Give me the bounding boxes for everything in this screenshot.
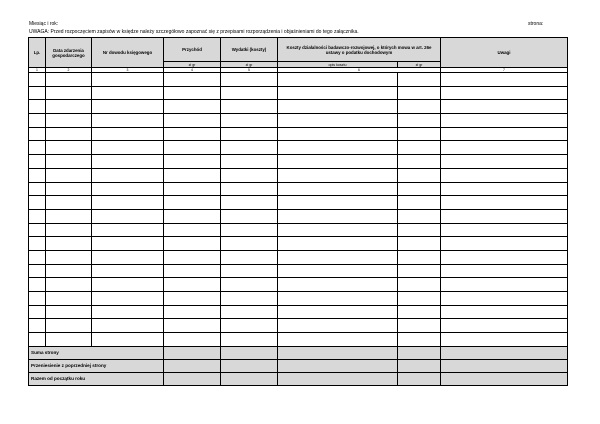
col-header-rd-costs: Koszty działalności badawczo-rozwojowej, o których mowa w art. 26e ustawy o podatku dochodowym — [278, 38, 441, 62]
summary-cell[interactable] — [441, 346, 568, 359]
col-number: 7 — [441, 68, 568, 73]
cell-notes[interactable] — [441, 209, 568, 223]
cell-lp[interactable] — [29, 333, 46, 347]
cell-rd-description[interactable] — [278, 292, 398, 306]
cell-notes[interactable] — [441, 155, 568, 169]
cell-income[interactable] — [164, 86, 221, 100]
cell-date[interactable] — [46, 168, 92, 182]
cell-date[interactable] — [46, 196, 92, 210]
cell-notes[interactable] — [441, 100, 568, 114]
cell-notes[interactable] — [441, 182, 568, 196]
cell-doc-number[interactable] — [92, 237, 164, 251]
cell-lp[interactable] — [29, 86, 46, 100]
cell-expenses[interactable] — [221, 168, 278, 182]
cell-income[interactable] — [164, 333, 221, 347]
unit-income: zł gr — [164, 62, 221, 68]
cell-doc-number[interactable] — [92, 209, 164, 223]
cell-date[interactable] — [46, 114, 92, 128]
ledger-row — [29, 182, 568, 196]
summary-cell[interactable] — [398, 372, 441, 385]
cell-expenses[interactable] — [221, 305, 278, 319]
cell-notes[interactable] — [441, 127, 568, 141]
cell-income[interactable] — [164, 278, 221, 292]
cell-rd-description[interactable] — [278, 223, 398, 237]
summary-cell[interactable] — [221, 372, 278, 385]
summary-cell[interactable] — [398, 359, 441, 372]
month-year-label: Miesiąc i rok: — [29, 21, 59, 27]
cell-doc-number[interactable] — [92, 264, 164, 278]
cell-rd-description[interactable] — [278, 127, 398, 141]
cell-doc-number[interactable] — [92, 127, 164, 141]
summary-cell[interactable] — [278, 372, 398, 385]
cell-notes[interactable] — [441, 73, 568, 87]
cell-doc-number[interactable] — [92, 305, 164, 319]
cell-lp[interactable] — [29, 250, 46, 264]
cell-date[interactable] — [46, 333, 92, 347]
cell-notes[interactable] — [441, 333, 568, 347]
cell-expenses[interactable] — [221, 182, 278, 196]
summary-label-page-total: Suma strony — [29, 346, 164, 359]
cell-income[interactable] — [164, 196, 221, 210]
cell-lp[interactable] — [29, 182, 46, 196]
cell-rd-description[interactable] — [278, 264, 398, 278]
cell-income[interactable] — [164, 319, 221, 333]
cell-notes[interactable] — [441, 168, 568, 182]
cell-notes[interactable] — [441, 305, 568, 319]
cell-rd-amount[interactable] — [398, 182, 441, 196]
cell-date[interactable] — [46, 73, 92, 87]
cell-rd-description[interactable] — [278, 278, 398, 292]
col-header-notes: Uwagi — [441, 38, 568, 68]
summary-cell[interactable] — [398, 346, 441, 359]
cell-rd-amount[interactable] — [398, 141, 441, 155]
col-number: 1 — [29, 68, 46, 73]
cell-date[interactable] — [46, 141, 92, 155]
cell-lp[interactable] — [29, 305, 46, 319]
cell-expenses[interactable] — [221, 333, 278, 347]
summary-cell[interactable] — [221, 346, 278, 359]
cell-rd-amount[interactable] — [398, 319, 441, 333]
cell-income[interactable] — [164, 168, 221, 182]
cell-income[interactable] — [164, 114, 221, 128]
cell-rd-description[interactable] — [278, 73, 398, 87]
cell-rd-amount[interactable] — [398, 100, 441, 114]
cell-notes[interactable] — [441, 319, 568, 333]
cell-expenses[interactable] — [221, 292, 278, 306]
ledger-row — [29, 168, 568, 182]
cell-date[interactable] — [46, 278, 92, 292]
cell-rd-amount[interactable] — [398, 168, 441, 182]
ledger-row — [29, 155, 568, 169]
summary-row — [29, 359, 568, 372]
cell-date[interactable] — [46, 127, 92, 141]
cell-income[interactable] — [164, 237, 221, 251]
cell-income[interactable] — [164, 305, 221, 319]
page-number-label: strona: — [528, 21, 544, 27]
cell-date[interactable] — [46, 319, 92, 333]
cell-doc-number[interactable] — [92, 333, 164, 347]
cell-expenses[interactable] — [221, 86, 278, 100]
cell-expenses[interactable] — [221, 196, 278, 210]
ledger-row — [29, 237, 568, 251]
cell-lp[interactable] — [29, 114, 46, 128]
cell-notes[interactable] — [441, 141, 568, 155]
cell-date[interactable] — [46, 209, 92, 223]
cell-rd-description[interactable] — [278, 209, 398, 223]
summary-cell[interactable] — [164, 346, 221, 359]
cell-doc-number[interactable] — [92, 319, 164, 333]
cell-expenses[interactable] — [221, 114, 278, 128]
cell-rd-description[interactable] — [278, 333, 398, 347]
cell-lp[interactable] — [29, 73, 46, 87]
cell-doc-number[interactable] — [92, 73, 164, 87]
cell-doc-number[interactable] — [92, 100, 164, 114]
cell-rd-amount[interactable] — [398, 127, 441, 141]
cell-lp[interactable] — [29, 168, 46, 182]
ledger-row — [29, 305, 568, 319]
cell-rd-amount[interactable] — [398, 223, 441, 237]
cell-rd-amount[interactable] — [398, 264, 441, 278]
cell-rd-amount[interactable] — [398, 305, 441, 319]
cell-rd-description[interactable] — [278, 305, 398, 319]
cell-rd-amount[interactable] — [398, 196, 441, 210]
ledger-row — [29, 250, 568, 264]
unit-expenses: zł gr — [221, 62, 278, 68]
cell-lp[interactable] — [29, 223, 46, 237]
cell-rd-amount[interactable] — [398, 250, 441, 264]
cell-expenses[interactable] — [221, 319, 278, 333]
summary-cell[interactable] — [441, 372, 568, 385]
cell-expenses[interactable] — [221, 73, 278, 87]
cell-expenses[interactable] — [221, 127, 278, 141]
cell-income[interactable] — [164, 182, 221, 196]
cell-expenses[interactable] — [221, 278, 278, 292]
ledger-row — [29, 86, 568, 100]
cell-lp[interactable] — [29, 319, 46, 333]
notice-text: UWAGA: Przed rozpoczęciem zapisów w księdze należy szczegółowo zapoznać się z przepisami rozporządzenia i objaśnieniami do tego załącznika. — [29, 29, 359, 35]
cell-notes[interactable] — [441, 86, 568, 100]
ledger-body — [29, 73, 568, 347]
cell-doc-number[interactable] — [92, 250, 164, 264]
col-number: 5 — [221, 68, 278, 73]
cell-date[interactable] — [46, 182, 92, 196]
cell-doc-number[interactable] — [92, 141, 164, 155]
cell-notes[interactable] — [441, 237, 568, 251]
cell-rd-amount[interactable] — [398, 237, 441, 251]
ledger-row — [29, 127, 568, 141]
cell-notes[interactable] — [441, 223, 568, 237]
cell-income[interactable] — [164, 141, 221, 155]
cell-rd-description[interactable] — [278, 100, 398, 114]
unit-rd-description: opis kosztu — [278, 62, 398, 68]
cell-rd-description[interactable] — [278, 155, 398, 169]
cell-income[interactable] — [164, 250, 221, 264]
cell-rd-amount[interactable] — [398, 278, 441, 292]
cell-notes[interactable] — [441, 264, 568, 278]
cell-rd-description[interactable] — [278, 182, 398, 196]
cell-doc-number[interactable] — [92, 155, 164, 169]
cell-date[interactable] — [46, 292, 92, 306]
cell-doc-number[interactable] — [92, 223, 164, 237]
cell-doc-number[interactable] — [92, 196, 164, 210]
cell-income[interactable] — [164, 155, 221, 169]
col-header-date: Data zdarzenia gospodarczego — [46, 38, 92, 68]
cell-notes[interactable] — [441, 292, 568, 306]
cell-income[interactable] — [164, 127, 221, 141]
cell-date[interactable] — [46, 250, 92, 264]
summary-row — [29, 372, 568, 385]
cell-income[interactable] — [164, 100, 221, 114]
cell-rd-amount[interactable] — [398, 333, 441, 347]
cell-notes[interactable] — [441, 278, 568, 292]
ledger-row — [29, 73, 568, 87]
cell-doc-number[interactable] — [92, 86, 164, 100]
cell-date[interactable] — [46, 100, 92, 114]
summary-cell[interactable] — [278, 359, 398, 372]
cell-lp[interactable] — [29, 292, 46, 306]
cell-rd-amount[interactable] — [398, 155, 441, 169]
cell-rd-description[interactable] — [278, 114, 398, 128]
cell-lp[interactable] — [29, 196, 46, 210]
cell-rd-description[interactable] — [278, 86, 398, 100]
ledger-row — [29, 319, 568, 333]
cell-date[interactable] — [46, 155, 92, 169]
cell-doc-number[interactable] — [92, 168, 164, 182]
ledger-row — [29, 223, 568, 237]
cell-rd-amount[interactable] — [398, 114, 441, 128]
cell-rd-description[interactable] — [278, 237, 398, 251]
ledger-row — [29, 114, 568, 128]
cell-expenses[interactable] — [221, 155, 278, 169]
summary-cell[interactable] — [221, 359, 278, 372]
cell-rd-description[interactable] — [278, 141, 398, 155]
ledger-row — [29, 333, 568, 347]
cell-expenses[interactable] — [221, 250, 278, 264]
summary-label-year-total: Razem od początku roku — [29, 372, 164, 385]
cell-rd-description[interactable] — [278, 168, 398, 182]
cell-expenses[interactable] — [221, 223, 278, 237]
cell-rd-amount[interactable] — [398, 292, 441, 306]
col-header-lp: Lp. — [29, 38, 46, 68]
cell-rd-description[interactable] — [278, 319, 398, 333]
cell-rd-amount[interactable] — [398, 73, 441, 87]
cell-expenses[interactable] — [221, 209, 278, 223]
col-header-expenses: Wydatki (koszty) — [221, 38, 278, 62]
cell-expenses[interactable] — [221, 237, 278, 251]
cell-rd-description[interactable] — [278, 196, 398, 210]
summary-row — [29, 346, 568, 359]
cell-income[interactable] — [164, 264, 221, 278]
col-number: 6 — [278, 68, 441, 73]
summary-cell[interactable] — [164, 359, 221, 372]
cell-notes[interactable] — [441, 114, 568, 128]
cell-doc-number[interactable] — [92, 278, 164, 292]
cell-lp[interactable] — [29, 264, 46, 278]
ledger-row — [29, 100, 568, 114]
summary-label-carried-over: Przeniesienie z poprzedniej strony — [29, 359, 164, 372]
cell-lp[interactable] — [29, 237, 46, 251]
cell-notes[interactable] — [441, 250, 568, 264]
cell-date[interactable] — [46, 264, 92, 278]
summary-cell[interactable] — [164, 372, 221, 385]
cell-rd-amount[interactable] — [398, 209, 441, 223]
col-number: 4 — [164, 68, 221, 73]
col-number: 3 — [92, 68, 164, 73]
cell-doc-number[interactable] — [92, 292, 164, 306]
col-header-income: Przychód — [164, 38, 221, 62]
ledger-row — [29, 196, 568, 210]
cell-lp[interactable] — [29, 141, 46, 155]
col-header-doc-number: Nr dowodu księgowego — [92, 38, 164, 68]
cell-income[interactable] — [164, 223, 221, 237]
cell-income[interactable] — [164, 292, 221, 306]
ledger-row — [29, 292, 568, 306]
cell-date[interactable] — [46, 86, 92, 100]
col-number: 2 — [46, 68, 92, 73]
cell-lp[interactable] — [29, 209, 46, 223]
ledger-row — [29, 278, 568, 292]
summary-cell[interactable] — [278, 346, 398, 359]
cell-doc-number[interactable] — [92, 114, 164, 128]
cell-lp[interactable] — [29, 278, 46, 292]
cell-lp[interactable] — [29, 127, 46, 141]
cell-doc-number[interactable] — [92, 182, 164, 196]
cell-rd-description[interactable] — [278, 250, 398, 264]
ledger-table — [28, 37, 568, 386]
cell-date[interactable] — [46, 237, 92, 251]
cell-expenses[interactable] — [221, 264, 278, 278]
cell-income[interactable] — [164, 73, 221, 87]
cell-date[interactable] — [46, 305, 92, 319]
ledger-row — [29, 141, 568, 155]
ledger-row — [29, 264, 568, 278]
cell-expenses[interactable] — [221, 100, 278, 114]
unit-rd-amount: zł gr — [398, 62, 441, 68]
cell-date[interactable] — [46, 223, 92, 237]
cell-rd-amount[interactable] — [398, 86, 441, 100]
cell-income[interactable] — [164, 209, 221, 223]
summary-cell[interactable] — [441, 359, 568, 372]
cell-notes[interactable] — [441, 196, 568, 210]
cell-lp[interactable] — [29, 155, 46, 169]
ledger-row — [29, 209, 568, 223]
cell-lp[interactable] — [29, 100, 46, 114]
cell-expenses[interactable] — [221, 141, 278, 155]
